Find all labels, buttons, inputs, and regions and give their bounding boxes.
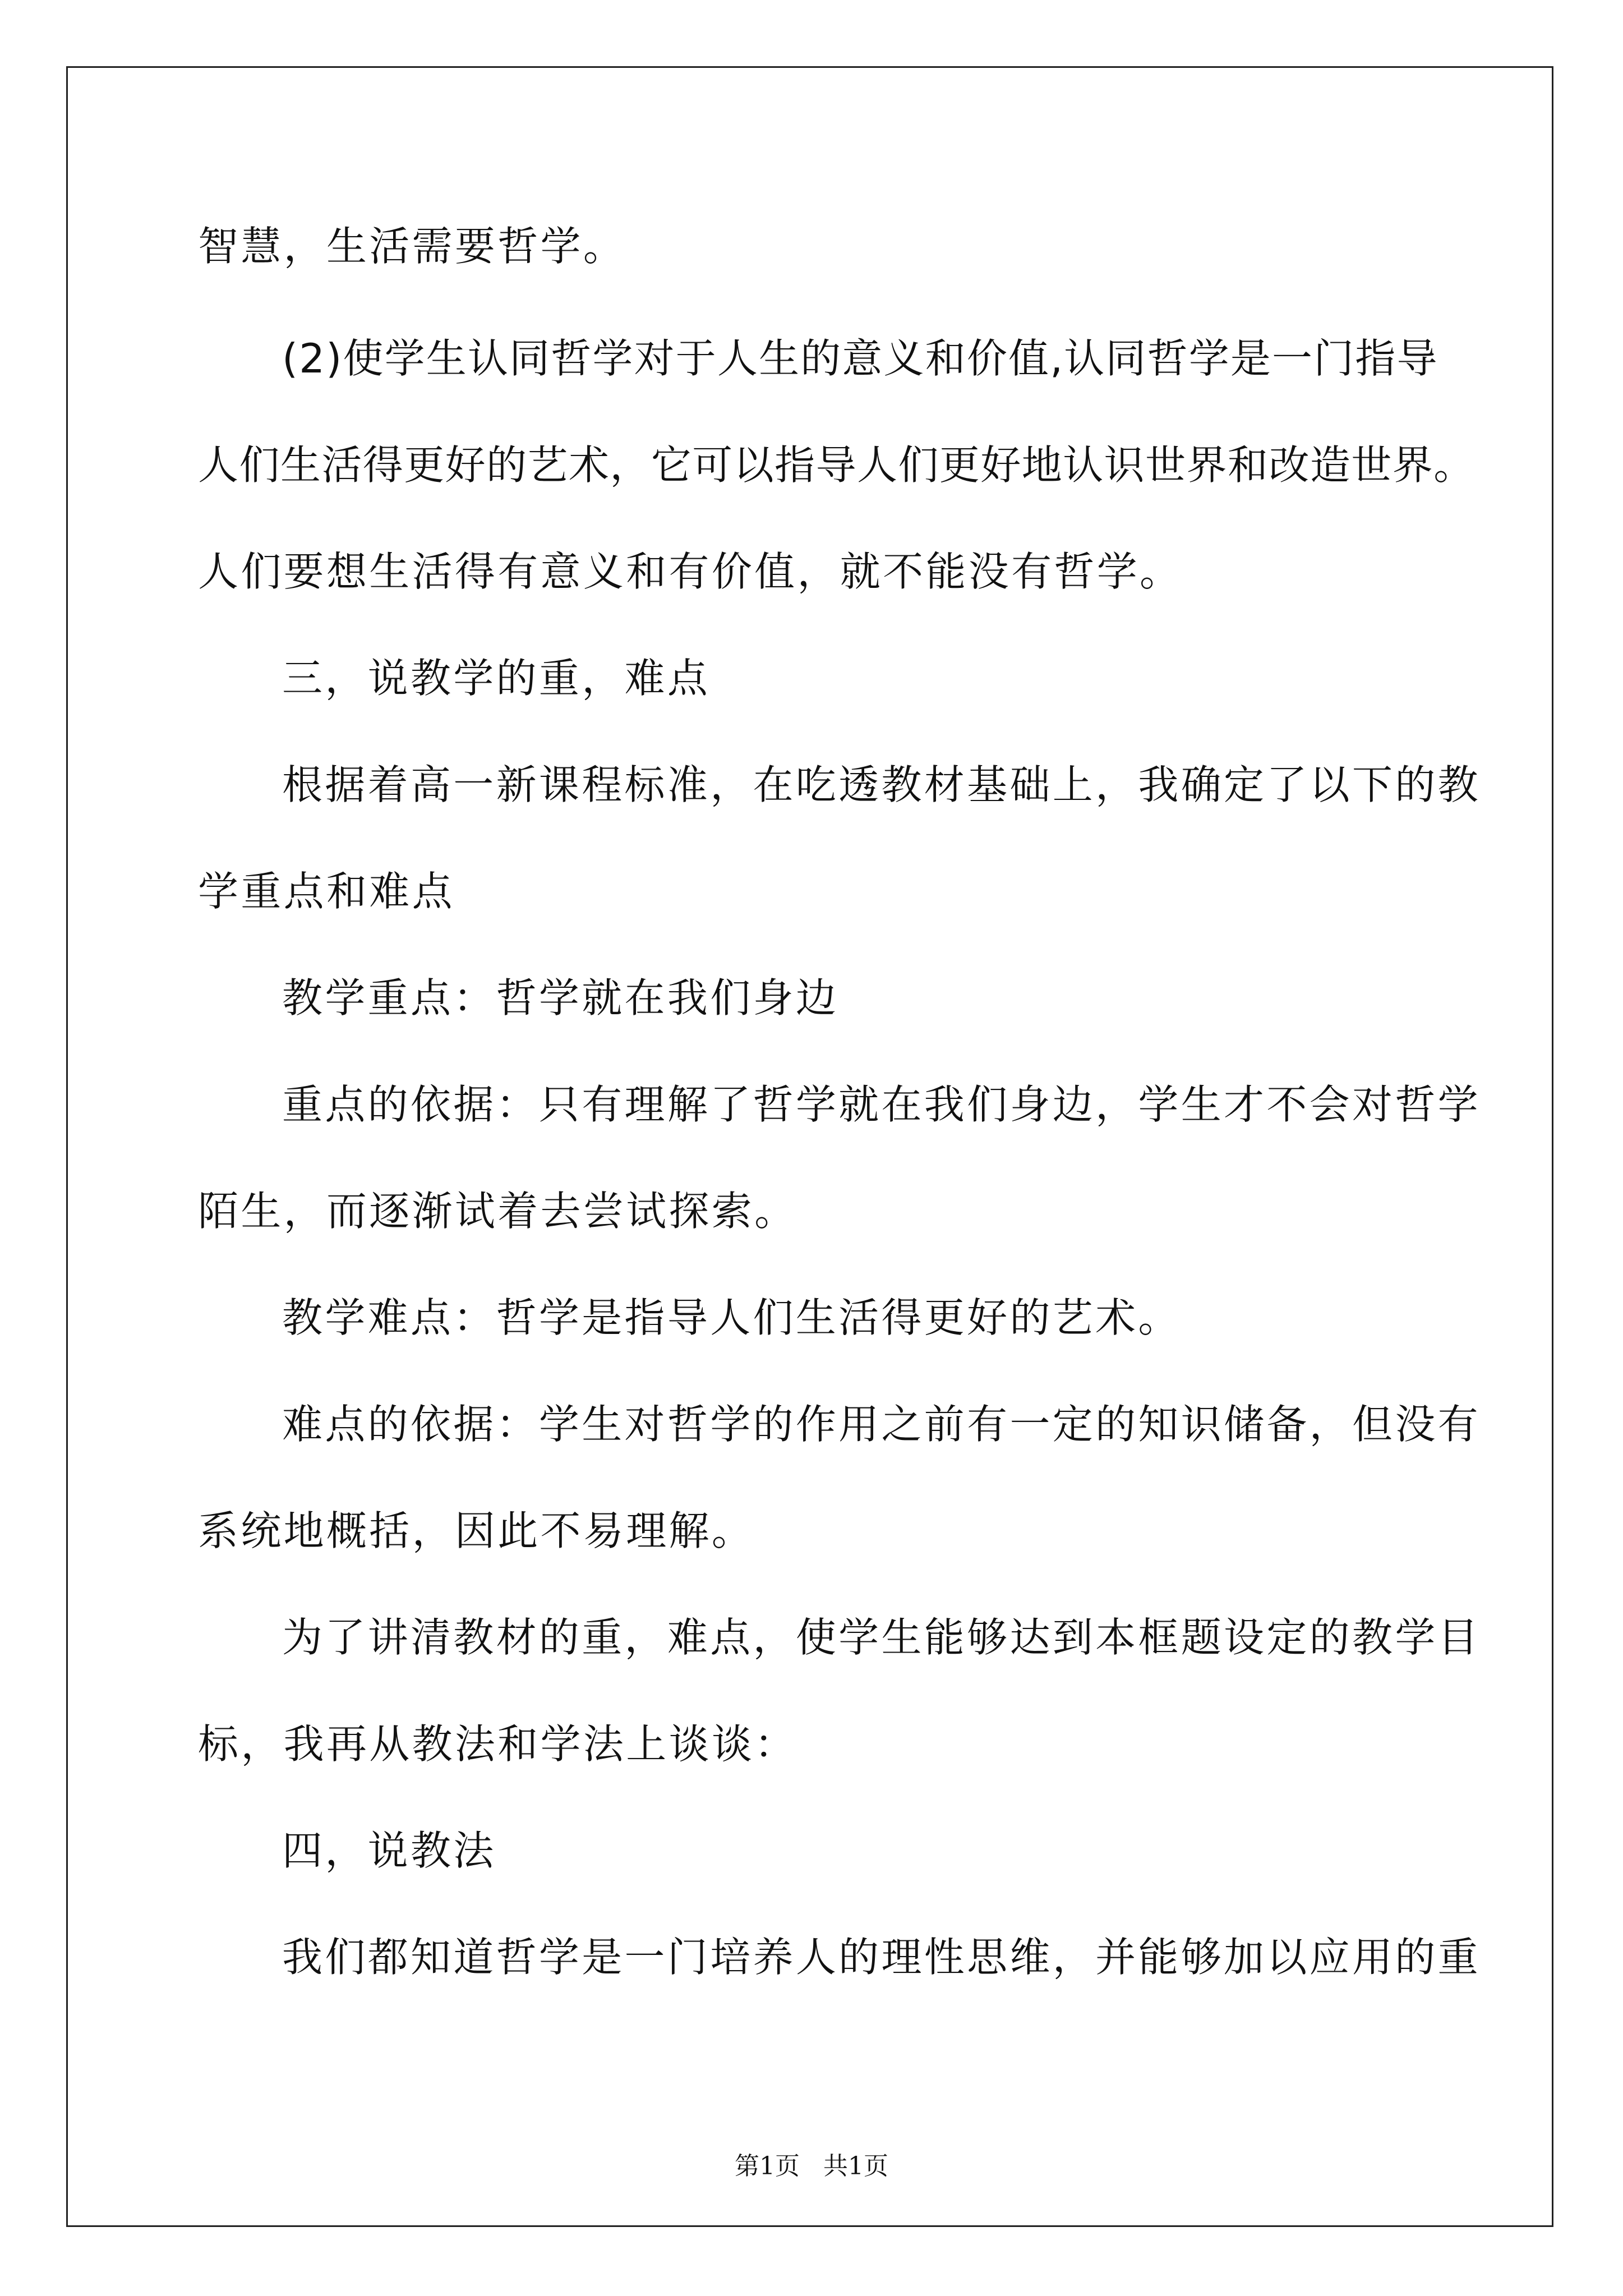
text-line: 人们生活得更好的艺术，它可以指导人们更好地认识世界和改造世界。 [198, 441, 1475, 489]
section-heading: 四，说教法 [282, 1827, 496, 1874]
text-line: 我们都知道哲学是一门培养人的理性思维，并能够加以应用的重 [282, 1934, 1481, 1981]
text-line: 重点的依据：只有理解了哲学就在我们身边，学生才不会对哲学 [282, 1081, 1481, 1128]
text-line: 根据着高一新课程标准，在吃透教材基础上，我确定了以下的教 [282, 761, 1481, 808]
text-line: 教学重点：哲学就在我们身边 [282, 974, 839, 1022]
text-line: 系统地概括，因此不易理解。 [198, 1507, 755, 1554]
text-line: 教学难点：哲学是指导人们生活得更好的艺术。 [282, 1294, 1181, 1341]
text-line: 陌生，而逐渐试着去尝试探索。 [198, 1188, 797, 1235]
text-line: 难点的依据：学生对哲学的作用之前有一定的知识储备，但没有 [282, 1401, 1481, 1448]
page-border [66, 66, 1553, 2227]
text-line: (2)使学生认同哲学对于人生的意义和价值,认同哲学是一门指导 [282, 335, 1438, 382]
section-heading: 三，说教学的重，难点 [282, 655, 711, 702]
text-line: 为了讲清教材的重，难点，使学生能够达到本框题设定的教学目 [282, 1614, 1481, 1661]
page-footer: 第1页 共1页 [735, 2152, 888, 2180]
text-line: 标，我再从教法和学法上谈谈： [198, 1720, 797, 1768]
text-line: 人们要想生活得有意义和有价值，就不能没有哲学。 [198, 548, 1183, 595]
text-line: 学重点和难点 [198, 868, 455, 915]
text-line: 智慧，生活需要哲学。 [198, 223, 626, 270]
